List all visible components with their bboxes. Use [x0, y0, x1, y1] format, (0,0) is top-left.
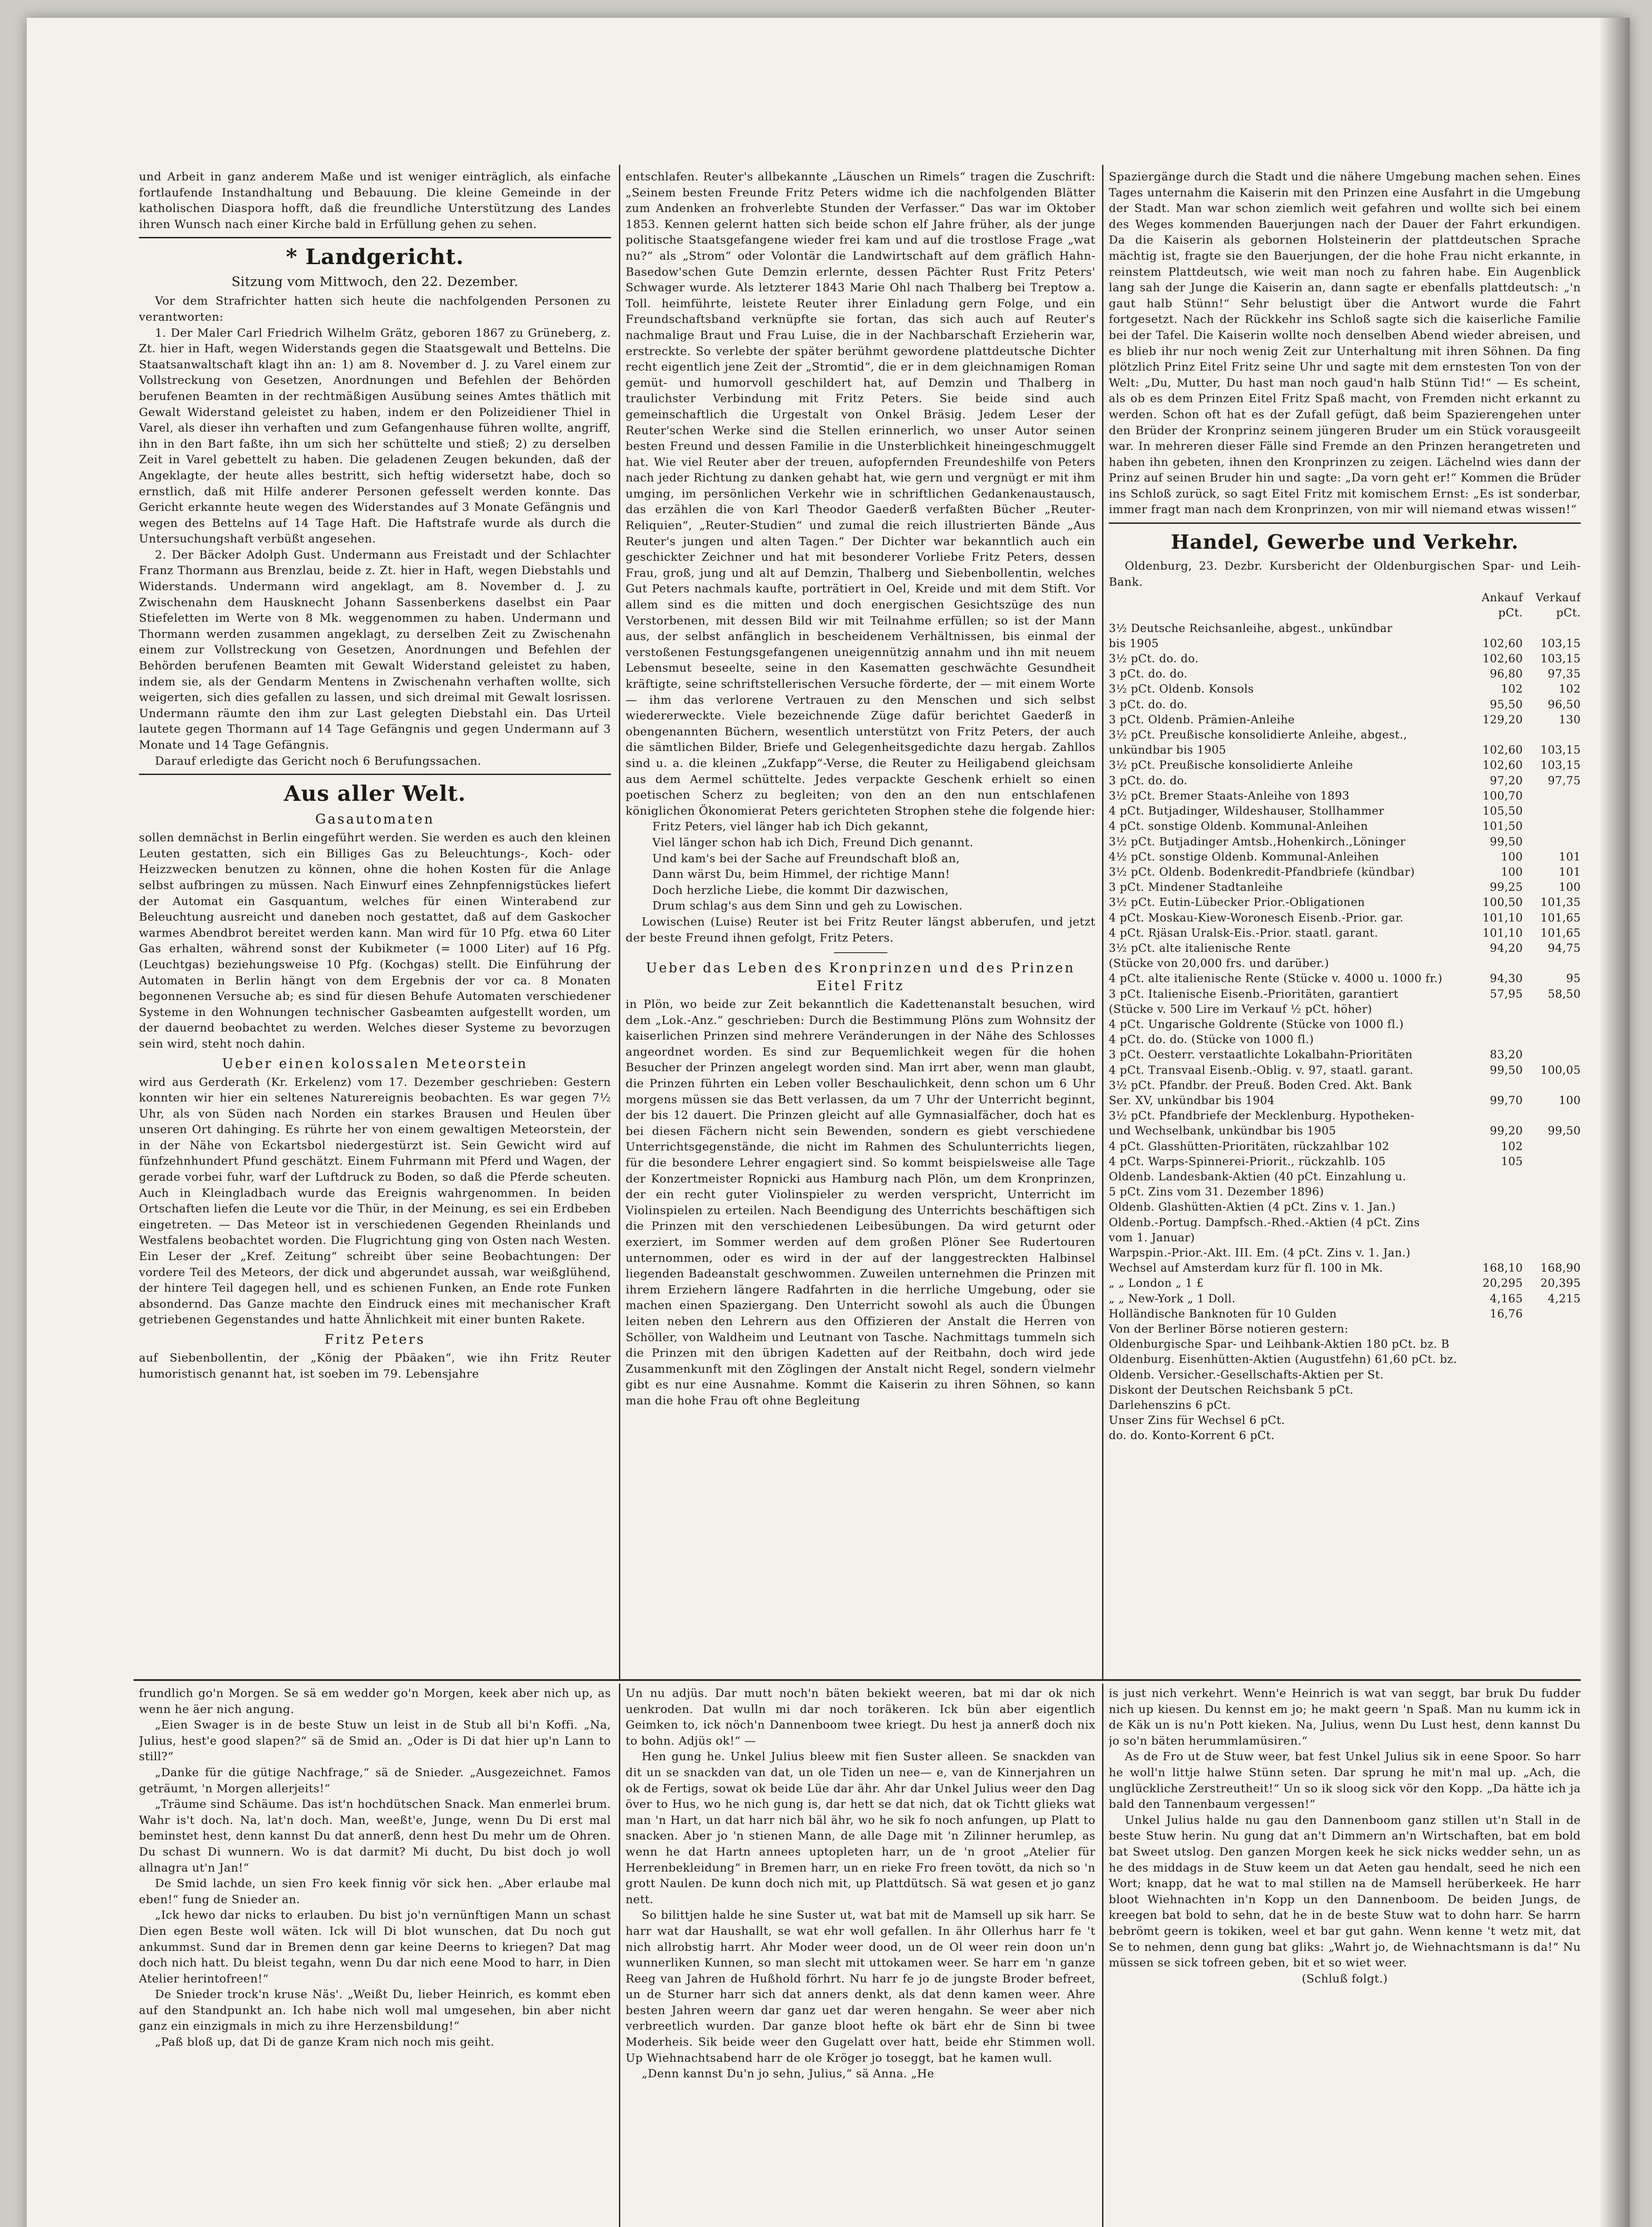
kurs-security-name: unkündbar bis 1905: [1109, 743, 1226, 757]
kurs-ankauf-value: 99,50: [1489, 1063, 1523, 1077]
kurs-ankauf-value: 102,60: [1482, 743, 1523, 757]
kurs-row: [1109, 1047, 1581, 1062]
feuilleton-paragraph: „Träume sind Schäume. Das ist'n hochdütschen Snack. Man enmerlei brum. Wahr is't doch. Na, lat'n doch. Man, weeßt'e, Junge, wenn Du Di erst mal beminstet hest, denn kannst Du dat annerß, denn hest Du mehr um de Ohren. Du schast Di wunnern. Wo is dat darmit? Mi ducht, Du bist doch jo woll allnagra ut'n Jan!“: [139, 1798, 611, 1875]
feuilleton-paragraph: „Ick hewo dar nicks to erlauben. Du bist jo'n vernünftigen Mann un schast Dien egen Beste woll wäten. Ick will Di blot wunschen, dat Du noch gut ankummst. Sund dar in Bremen denn gar keine Deerns to kriegen? Dat mag doch nich hatt. Du bleist tegahn, wenn Du dar nich eene Mood to harr, in Dien Atelier herintofreen!“: [139, 1909, 611, 1986]
section-rule: [1109, 522, 1581, 524]
kurs-ankauf-value: 4,165: [1489, 1292, 1523, 1305]
kurs-ankauf-value: 83,20: [1489, 1048, 1523, 1061]
kurs-verkauf-value: 95: [1566, 972, 1581, 985]
kurs-row: [1109, 636, 1581, 651]
kurs-verkauf-value: [1523, 788, 1581, 804]
kurs-ankauf-value: [1465, 1230, 1523, 1245]
kurs-verkauf-value: [1523, 1169, 1581, 1184]
kurs-ankauf-value: 102: [1501, 682, 1523, 696]
kurs-security-name: 3 pCt. Mindener Stadtanleihe: [1109, 881, 1283, 894]
fritz-peters-heading: Fritz Peters: [324, 1332, 426, 1347]
article-paragraph: 1. Der Maler Carl Friedrich Wilhelm Grätz, geboren 1867 zu Grüneberg, z. Zt. hier in Haft, wegen Widerstands gegen die Staatsgewalt und Bettelns. Die Staatsanwaltschaft klagt ihn an: 1) am 8. November d. J. zu Varel einem zur Vollstreckung von Gesetzen, Anordnungen und Befehlen der Behörden berufenen Beamten in der rechtmäßigen Ausübung seines Amtes thätlich mit Gewalt Widerstand geleistet zu haben, indem er den Polizeidiener Thiel in Varel, als dieser ihn verhaften und zum Gefangenhause führen wollte, angriff, ihn in den Bart faßte, ihn um sich her schüttelte und stieß; 2) zu derselben Zeit in Varel gebettelt zu haben. Die geladenen Zeugen bekunden, daß der Angeklagte, der heute alles bestritt, sich heftig widersetzt habe, doch so ernstlich, daß mit Hilfe anderer Personen gefesselt werden konnte. Das Gericht erkannte heute wegen des Widerstandes auf 3 Monate Gefängnis und wegen des Bettelns auf 14 Tage Haft. Die Haftstrafe wurde als durch die Untersuchungshaft verbüßt angesehen.: [139, 326, 611, 546]
kurs-security-name: 4 pCt. alte italienische Rente (Stücke v. 4000 u. 1000 fr.): [1109, 972, 1443, 985]
column-2: [626, 169, 1095, 1677]
kurs-ankauf-value: [1465, 1215, 1523, 1230]
kurs-security-name: 3½ pCt. Preußische konsolidierte Anleihe: [1109, 759, 1353, 772]
article-paragraph: auf Siebenbollentin, der „König der Pbäaken“, wie ihn Fritz Reuter humoristisch genannt hat, ist soeben im 79. Lebensjahre: [139, 1351, 611, 1381]
kurs-header-ankauf: Ankauf: [1481, 591, 1523, 604]
verse-line: Und kam's bei der Sache auf Freundschaft bloß an,: [652, 852, 960, 865]
feuilleton-paragraph: „Paß bloß up, dat Di de ganze Kram nich noch mis geiht.: [155, 2035, 495, 2049]
feuilleton-paragraph: frundlich go'n Morgen. Se sä em wedder go'n Morgen, keek aber nich up, as wenn he äer nich angung.: [139, 1687, 611, 1716]
kurs-ankauf-value: [1465, 956, 1523, 971]
kurs-row: [1109, 1428, 1581, 1443]
kurs-verkauf-value: [1523, 1047, 1581, 1062]
feuilleton-paragraph: is just nich verkehrt. Wenn'e Heinrich is wat van seggt, bar bruk Du fudder nich up kiesen. Du kennst em jo; he makt geern 'n Spaß. Man nu kumm ick in de Käk un is nu'n Pott kieken. Na, Julius, wenn Du Lust hest, denn kannst Du jo so'n bäten herummlamüsiren.“: [1109, 1687, 1581, 1748]
kurs-table-body: [1109, 621, 1581, 1444]
kurs-ankauf-value: [1465, 1245, 1523, 1260]
kurs-security-name: 3½ pCt. Pfandbr. der Preuß. Boden Cred. Akt. Bank: [1109, 1078, 1412, 1092]
kurs-ankauf-value: 99,50: [1489, 835, 1523, 848]
kurs-security-name: Oldenb. Glashütten-Aktien (4 pCt. Zins v. 1. Jan.): [1109, 1200, 1396, 1214]
kurs-security-name: 3½ pCt. Oldenb. Konsols: [1109, 682, 1254, 696]
kurs-security-name: vom 1. Januar): [1109, 1231, 1195, 1244]
kurs-ankauf-value: 168,10: [1482, 1261, 1523, 1275]
kurs-security-name: 4 pCt. Warps-Spinnerei-Priorit., rückzahlb. 105: [1109, 1154, 1386, 1168]
kurs-verkauf-value: 97,35: [1547, 667, 1581, 681]
kurs-verkauf-value: [1523, 834, 1581, 849]
kurs-row: [1109, 1139, 1581, 1154]
kurs-ankauf-value: 99,70: [1489, 1093, 1523, 1107]
kurs-security-name: 3½ pCt. Bremer Staats-Anleihe von 1893: [1109, 789, 1350, 802]
kurs-security-name: (Stücke v. 500 Lire im Verkauf ½ pCt. höher): [1109, 1002, 1372, 1016]
kurs-verkauf-value: [1523, 1322, 1581, 1337]
kurs-security-name: bis 1905: [1109, 636, 1159, 650]
kurs-row: [1109, 758, 1581, 773]
kurs-row: [1109, 651, 1581, 666]
kurs-verkauf-value: 4,215: [1547, 1292, 1581, 1305]
feuilleton-rule: [134, 1679, 1581, 1681]
kurs-ankauf-value: [1465, 1383, 1523, 1398]
article-paragraph: entschlafen. Reuter's allbekannte „Läuschen un Rimels“ tragen die Zuschrift: „Seinem besten Freunde Fritz Peters widme ich die nachfolgenden Blätter zum Andenken an frohverlebte Stunden der Verfasser.“ Das war im Oktober 1853. Kennen gelernt hatten sich beide schon elf Jahre früher, als der junge politische Staatsgefangene wieder frei kam und auf die trostlose Frage „wat nu?“ als „Strom“ oder Volontär die Landwirtschaft auf dem gräflich Hahn-Basedow'schen Gute Demzin erlernte, dessen Pächter Rust Fritz Peters' Schwager wurde. Als letzterer 1843 Marie Ohl nach Thalberg bei Treptow a. Toll. heimführte, leistete Reuter ihrer Einladung gern Folge, und ein Freundschaftsband verknüpfte sie fortan, das sich auch auf Reuter's nachmalige Braut und Frau Luise, die in der Nachbarschaft Erzieherin war, erstreckte. So verlebte der später berühmt gewordene plattdeutsche Dichter recht eigentlich jene Zeit der „Stromtid“, die er in dem gleichnamigen Roman gemüt- und humorvoll geschildert hat, auf Demzin und Thalberg in traulichster Verbindung mit Fritz Peters. Sie beide sind auch gemeinschaftlich die Urgestalt von Onkel Bräsig. Jedem Leser der Reuter'schen Werke sind die Stellen erinnerlich, wo unser Autor seinen besten Freund und dessen Familie in die Unsterblichkeit hineingeschmuggelt hat. Wie viel Reuter aber der treuen, aufopfernden Freundeshilfe von Peters nach jeder Richtung zu danken gehabt hat, wie gern und vergnügt er mit ihm umging, im persönlichen Verkehr wie in schriftlichen Gedankenaustausch, das erzählen die von Karl Theodor Gaederß verfaßten Bücher „Reuter-Reliquien“, „Reuter-Studien“ und zumal die reich illustrierten Bände „Aus Reuter's jungen und alten Tagen.“ Der Dichter war bekanntlich auch ein geschickter Zeichner und hat mit besonderer Vorliebe Fritz Peters, dessen Frau, groß, jung und alt auf Demzin, Thalberg und Siebenbollentin, welches Gut Peters nachmals kaufte, porträtiert in Oel, Kreide und mit dem Stift. Vor allem sind es die mitten und doch energischen Gesichtszüge des nun Verstorbenen, mit dessen Bild wir mit Teilnahme erfüllen; so ist der Mann aus, der selbst anfänglich in bescheidenem Verhältnissen, bis einmal der verstoßenen Festungsgefangenen uneigennützig annahm und ihn mit neuem Lebensmut beseelte, seine in den Kasematten geschwächte Gesundheit kräftigte, seine schriftstellerischen Versuche förderte, der — mit einem Worte — ihm das verlorene Vertrauen zu den Menschen und sich selbst wiedererweckte. Viele bezeichnende Züge dafür berichtet Gaederß in obengenannten Büchern, wesentlich unterstützt von Fritz Peters, der auch die sämtlichen Bilder, Briefe und Gelegenheitsgedichte dazu hergab. Zahllos sind u. a. die kleinen „Zukfapp“-Verse, die Reuter zu Heiligabend gleichsam aus dem Aermel schüttelte. Jedes verpackte Geschenk erhielt so einen poetischen Scherz zu begleiten; von den an den nun entschlafenen königlichen Ökonomierat Peters gerichteten Strophen stehe die folgende hier:: [626, 170, 1095, 818]
kurs-verkauf-value: [1523, 956, 1581, 971]
kurs-security-name: 4 pCt. Butjadinger, Wildeshauser, Stollhammer: [1109, 804, 1384, 818]
feuilleton-paragraph: As de Fro ut de Stuw weer, bat fest Unkel Julius sik in eene Spoor. So harr he woll'n littje halwe Stünn seten. Dar sprung he mit'n mal up. „Ach, die unglückliche Zerstreutheit!“ Un so ik sloog sick vör den Kopp. „Da hätte ich ja bald den Tannenbaum vergessen!“: [1109, 1750, 1581, 1811]
kurs-ankauf-value: 97,20: [1489, 774, 1523, 787]
verse-line: Drum schlag's aus dem Sinn und geh zu Lowischen.: [652, 899, 963, 913]
kurs-ankauf-value: 99,20: [1489, 1124, 1523, 1138]
feuilleton-column-2: [626, 1686, 1095, 2227]
kurs-ankauf-value: 20,295: [1482, 1277, 1523, 1290]
kurs-row: [1109, 819, 1581, 834]
kurs-row: [1109, 1169, 1581, 1184]
feuilleton-paragraph: „Eien Swager is in de beste Stuw un leist in de Stub all bi'n Koffi. „Na, Julius, hest'e good slapen?“ sä de Smid an. „Oder is Di dat hier up'n Lann to still?“: [139, 1718, 611, 1764]
kurs-verkauf-value: [1523, 621, 1581, 636]
kurs-row: [1109, 910, 1581, 926]
newspaper-page: [27, 18, 1630, 2227]
kurs-security-name: 4 pCt. Rjäsan Uralsk-Eis.-Prior. staatl. garant.: [1109, 926, 1378, 939]
kurs-ankauf-value: 102,60: [1482, 652, 1523, 665]
kurs-security-name: Oldenb. Versicher.-Gesellschafts-Aktien per St.: [1109, 1368, 1384, 1381]
kurs-verkauf-value: 102: [1558, 682, 1581, 696]
kurs-row: [1109, 742, 1581, 758]
gasautomaten-heading: Gasautomaten: [315, 812, 435, 828]
landgericht-subheading: Sitzung vom Mittwoch, den 22. Dezember.: [231, 274, 519, 290]
kurs-verkauf-value: 130: [1558, 713, 1581, 726]
kurs-row: [1109, 1398, 1581, 1413]
kurs-verkauf-value: 168,90: [1540, 1261, 1581, 1275]
kurs-ankauf-value: [1465, 1352, 1523, 1367]
kurs-row: [1109, 621, 1581, 636]
kurs-row: [1109, 1352, 1581, 1367]
handel-heading: Handel, Gewerbe und Verkehr.: [1171, 531, 1519, 554]
kurs-security-name: Ser. XV, unkündbar bis 1904: [1109, 1093, 1275, 1107]
kurs-ankauf-value: [1465, 727, 1523, 742]
kurs-row: [1109, 727, 1581, 742]
kurs-ankauf-value: [1465, 1032, 1523, 1047]
kurs-row: [1109, 1017, 1581, 1032]
verse-line: Doch herzliche Liebe, die kommt Dir dazwischen,: [652, 883, 949, 897]
kurs-security-name: 4 pCt. sonstige Oldenb. Kommunal-Anleihen: [1109, 820, 1368, 833]
kurs-verkauf-value: 103,15: [1540, 652, 1581, 665]
kurs-security-name: 4½ pCt. sonstige Oldenb. Kommunal-Anleihen: [1109, 850, 1379, 863]
kurs-ankauf-value: [1465, 1078, 1523, 1093]
kurs-verkauf-value: 101,35: [1540, 896, 1581, 909]
kurs-verkauf-value: [1523, 1139, 1581, 1154]
column-3: [1109, 169, 1581, 1677]
feuilleton-paragraph: So bilittjen halde he sine Suster ut, wat bat mit de Mamsell up sik harr. Se harr wat dar Haushallt, se wat ehr woll gefallen. In ähr Ollerhus harr fe 't nich allrobstig harrt. Ahr Moder weer dood, un de Ol weer rein doon un'n wunnerliken Kunnen, so man slecht mit uttokamen weer. Se harr em 'n ganze Reeg van Jahren de Hußhold förhrt. Nu harr fe jo de jungste Broder befreet, un de Sturner harr sich dat anners denkt, als dat denn kamen weer. Ahre besten Jahren weern dar ganz uet dar weren hengahn. Se weer aber nich verbreetlich wurden. Dar ganze bloot hefte ok bärt ehr de Sinn bi twee Moderheis. Sik beide weer den Gugelatt over hatt, beide ehr Stimmen woll. Up Wiehnachtsabend harr de ole Kröger jo toseggt, bat he kamen wull.: [626, 1909, 1095, 2065]
kurs-ankauf-value: [1465, 1184, 1523, 1199]
kurs-verkauf-value: [1523, 1215, 1581, 1230]
kurs-security-name: 4 pCt. Moskau-Kiew-Woronesch Eisenb.-Prior. gar.: [1109, 911, 1404, 924]
kurs-security-name: Holländische Banknoten für 10 Gulden: [1109, 1307, 1337, 1320]
kurs-ankauf-value: 99,25: [1489, 881, 1523, 894]
kurs-verkauf-value: [1523, 1337, 1581, 1352]
verse-line: Viel länger schon hab ich Dich, Freund Dich genannt.: [652, 836, 974, 849]
kurs-row: [1109, 1184, 1581, 1199]
kurs-row: [1109, 773, 1581, 788]
kurs-row: [1109, 834, 1581, 849]
kurs-ankauf-value: [1465, 1337, 1523, 1352]
kurs-header-verkauf: Verkauf: [1535, 591, 1581, 604]
kurs-security-name: 3½ pCt. Butjadinger Amtsb.,Hohenkirch.,Löninger: [1109, 835, 1406, 848]
kurs-row: [1109, 1260, 1581, 1276]
kurs-verkauf-value: [1523, 804, 1581, 819]
kurs-row: [1109, 1383, 1581, 1398]
kurs-verkauf-value: [1523, 1108, 1581, 1123]
kurs-row: [1109, 1078, 1581, 1093]
section-rule: [139, 774, 611, 775]
kurs-row: [1109, 1032, 1581, 1047]
kurs-row: [1109, 1199, 1581, 1215]
kurs-row: [1109, 971, 1581, 986]
kurs-security-name: 3½ Deutsche Reichsanleihe, abgest., unkündbar: [1109, 621, 1393, 635]
kurs-verkauf-value: [1523, 1383, 1581, 1398]
kurs-ankauf-value: 95,50: [1489, 697, 1523, 711]
kurs-row: [1109, 1154, 1581, 1169]
kurs-ankauf-value: 100: [1501, 865, 1523, 878]
kurs-ankauf-value: 16,76: [1489, 1307, 1523, 1320]
kurs-verkauf-value: 58,50: [1547, 987, 1581, 1000]
kurs-ankauf-value: 96,80: [1489, 667, 1523, 681]
kurs-security-name: 3 pCt. do. do.: [1109, 667, 1188, 681]
kurs-ankauf-value: [1465, 1322, 1523, 1337]
article-paragraph: sollen demnächst in Berlin eingeführt werden. Sie werden es auch den kleinen Leuten gestatten, sich ein Billiges Gas zu Beleuchtungs-, Koch- oder Heizzwecken benutzen zu können, ohne die hohen Kosten für die Anlage selbst aufbringen zu müssen. Nach Einwurf eines Zehnpfennigstückes liefert der Automat ein Gasquantum, welches für einen Winterabend zur Beleuchtung ausreicht und daneben noch gestattet, daß auf dem Gaskocher warmes Abendbrot bereitet werden kann. Man wird für 10 Pfg. etwa 60 Liter Gas erhalten, während sonst der Kubikmeter (= 1000 Liter) auf 16 Pfg. (Leuchtgas) beziehungsweise 10 Pfg. (Kochgas) stellt. Die Einführung der Automaten in Berlin hängt von dem Ergebnis der vor ca. 8 Monaten begonnenen Versuche ab; es sind für diesen Behufe Automaten verschiedener Systeme in den Wohnungen technischer Gasbeamten aufgestellt worden, um der dauernd beobachtet zu werden. Welches dieser Systeme zu bevorzugen sein wird, steht noch dahin.: [139, 831, 611, 1051]
kurs-verkauf-value: [1523, 1154, 1581, 1169]
kurs-ankauf-value: [1465, 1428, 1523, 1443]
kurs-verkauf-value: [1523, 1245, 1581, 1260]
kurs-security-name: Oldenburg. Eisenhütten-Aktien (Augustfehn) 61,60 pCt. bz.: [1109, 1353, 1457, 1366]
kurs-verkauf-value: 96,50: [1547, 697, 1581, 711]
feuilleton-paragraph: Un nu adjüs. Dar mutt noch'n bäten bekiekt weeren, bat mi dar ok nich uenkroden. Dat wulln mi dar noch toräkeren. Ick bün aber eigentlich Geimken to, ick nöch'n Dannenboom twee kriegt. Du hest ja annerß doch nix to bohn. Adjüs ok!“ —: [626, 1687, 1095, 1748]
feuilleton-text: [626, 1686, 1095, 2082]
feuilleton-paragraph: Unkel Julius halde nu gau den Dannenboom ganz stillen ut'n Stall in de beste Stuw herin. Nu gung dat an't Dimmern an'n Wirtschaften, bat em bold bat Sweet utslog. Den ganzen Morgen keek he sick nicks wedder sehn, un as he des middags in de Stuw keem un dat Aeten gau hendalt, seed he nich een Wort; knapp, dat he wat to mal stillen na de Mamsell herüberkeek. He harr bloot Wiehnachten in'n Kopp un den Dannenboom. De beiden Jungs, de kreegen bat bold to sehn, dat he in de beste Stuw wat to dohn harr. Se harrn bebrömt geern is tokiken, weel et bar gut gahn. Wenn kenne 't wetz mit, dat Se to nehmen, denn gung bat gliks: „Wahrt jo, de Wiehnachtsmann is da!“ Nu müssen se sick tofreen geben, bit et so wiet weer.: [1109, 1813, 1581, 1970]
kurs-row: [1109, 880, 1581, 895]
kurs-ankauf-value: 94,20: [1489, 941, 1523, 954]
kurs-unit-row: [1109, 605, 1581, 620]
column-rule: [619, 165, 620, 1679]
kurs-ankauf-value: [1465, 1398, 1523, 1413]
kurs-verkauf-value: [1523, 1002, 1581, 1017]
kurs-ankauf-value: 101,10: [1482, 926, 1523, 939]
kurs-row: [1109, 956, 1581, 971]
kurs-row: [1109, 804, 1581, 819]
kurs-ankauf-value: 102,60: [1482, 636, 1523, 650]
verse-line: Dann wärst Du, beim Himmel, der richtige Mann!: [652, 868, 950, 881]
feuilleton-paragraph: „Denn kannst Du'n jo sehn, Julius,“ sä Anna. „He: [642, 2067, 934, 2081]
kurs-security-name: 3½ pCt. Oldenb. Bodenkredit-Pfandbriefe (kündbar): [1109, 865, 1415, 878]
kurs-ankauf-value: 129,20: [1482, 713, 1523, 726]
kurs-ankauf-value: 57,95: [1489, 987, 1523, 1000]
kurs-row: [1109, 1413, 1581, 1428]
kurs-verkauf-value: 100: [1558, 1093, 1581, 1107]
kurs-security-name: 3 pCt. do. do.: [1109, 697, 1188, 711]
meteorstein-heading: Ueber einen kolossalen Meteorstein: [222, 1056, 528, 1072]
kurs-security-name: 3 pCt. Italienische Eisenb.-Prioritäten, garantiert: [1109, 987, 1399, 1000]
kurs-row: [1109, 1093, 1581, 1108]
kurs-ankauf-value: [1465, 1169, 1523, 1184]
article-paragraph: Darauf erledigte das Gericht noch 6 Berufungssachen.: [155, 754, 482, 768]
kurs-verkauf-value: [1523, 1413, 1581, 1428]
kurs-ankauf-value: 101,50: [1482, 820, 1523, 833]
kurs-verkauf-value: [1523, 1199, 1581, 1215]
kurs-verkauf-value: 101,65: [1540, 911, 1581, 924]
kurs-security-name: „ „ London „ 1 £: [1109, 1277, 1204, 1290]
feuilleton-paragraph: Hen gung he. Unkel Julius bleew mit fien Suster alleen. Se snackden van dit un se snackden van dat, un ole Tiden un nee— e, van de Kinnerjahren un ok de Fertigs, sowat ok beide Lüe dar ähr. Ahr dar Unkel Julius weer den Dag över to Hus, wo he nich gung is, dar hett se dat nich, dat ok Tichtt glieks wat man 'n Hart, un dat harr nich bäl ähr, wo he sik fo noch anfungen, up Platt to snacken. Aber jo 'n stienen Mann, de alle Dage mit 'n Zilinner herumlep, as wenn he dat Hartn annees uptopleten harr, un de 'n groot „Atelier für Herrenbekleidung“ in Bremen harr, un en rieke Fro freen tovött, da nich so 'n grott Naulen. De kunn doch nich mit, up Plattdütsch. Sä wat gesen et jo ganz nett.: [626, 1750, 1095, 1906]
kurs-security-name: Oldenb. Landesbank-Aktien (40 pCt. Einzahlung u.: [1109, 1170, 1407, 1183]
kurs-security-name: Diskont der Deutschen Reichsbank 5 pCt.: [1109, 1383, 1354, 1396]
separator: [834, 952, 887, 953]
kurs-row: [1109, 788, 1581, 804]
kurs-row: [1109, 1367, 1581, 1383]
kurs-verkauf-value: 101: [1558, 865, 1581, 878]
kurs-verkauf-value: [1523, 1017, 1581, 1032]
kurs-security-name: 3½ pCt. Eutin-Lübecker Prior.-Obligationen: [1109, 896, 1365, 909]
kurs-verkauf-value: [1523, 1367, 1581, 1383]
kurs-ankauf-value: [1465, 1413, 1523, 1428]
kurs-row: [1109, 1306, 1581, 1322]
kurs-ankauf-value: 100,70: [1482, 789, 1523, 802]
kurs-row: [1109, 941, 1581, 956]
article-paragraph: in Plön, wo beide zur Zeit bekanntlich die Kadettenanstalt besuchen, wird dem „Lok.-Anz.“ geschrieben: Durch die Bestimmung Plöns zum Wohnsitz der kaiserlichen Prinzen sind mehrere Veränderungen in der Nähe des Schlosses angeordnet worden. Es sind zur Bequemlichkeit wegen für die hohen Besucher der Prinzen angelegt worden sind. Man irrt aber, wenn man glaubt, die Prinzen führten ein Leben voller Beschaulichkeit, denn schon um 6 Uhr morgens müssen sie das Bett verlassen, da um 7 Uhr der Unterricht beginnt, der bis 12 dauert. Die Prinzen gleicht auf alle Gymnasialfächer, doch hat es bei diesen Fächern nicht sein Bewenden, sondern es giebt verschiedene Unterrichtsgegenstände, die nicht im Rahmen des Schulunterrichts liegen, für die besondere Lehrer engagiert sind. So kommt beispielsweise alle Tage der Konzertmeister Ropnicki aus Hamburg nach Plön, um dem Kronprinzen, der ein recht guter Violinspieler zu werden verspricht, Unterricht im Violinspielen zu erteilen. Nach Beendigung des Unterrichts beschäftigen sich die Prinzen mit den verschiedenen Leibesübungen. Da wird geturnt oder exerziert, im Sommer werden auf dem großen Plöner See Rudertouren unternommen, oder es wird in der auf der langgestreckten Halbinsel liegenden Badeanstalt geschwommen. Zuweilen unternehmen die Prinzen mit ihrem Erziehern längere Radfahrten in die herrliche Umgebung, oder sie machen einen Spaziergang. Den Unterricht sowohl als auch die Übungen leiten neben den Lehrern aus den Offizieren der Anstalt die Herren von Schöller, von Waldheim und Leutnant von Tasche. Nachmittags tummeln sich die Prinzen mit den übrigen Kadetten auf der Reitbahn, doch wird jede Zusammenkunft mit den Zöglingen der Anstalt nicht Regel, sondern vielmehr gibt es nur eine Ausnahme. Kommt die Kaiserin zu ihren Söhnen, so kann man die hohe Frau oft ohne Begleitung: [626, 998, 1095, 1407]
kurs-verkauf-value: [1523, 1398, 1581, 1413]
kurs-ankauf-value: [1465, 1002, 1523, 1017]
kurs-security-name: (Stücke von 20,000 frs. und darüber.): [1109, 957, 1329, 970]
kurs-security-name: Unser Zins für Wechsel 6 pCt.: [1109, 1414, 1285, 1427]
kurs-row: [1109, 1230, 1581, 1245]
kurs-row: [1109, 1002, 1581, 1017]
kurs-row: [1109, 1245, 1581, 1260]
kurs-row: [1109, 1291, 1581, 1306]
kurs-ankauf-value: [1465, 621, 1523, 636]
kurs-verkauf-value: 94,75: [1547, 941, 1581, 954]
kurs-unit: pCt.: [1556, 606, 1581, 620]
column-1: [139, 169, 611, 1677]
kurs-security-name: 3 pCt. Oesterr. verstaatlichte Lokalbahn-Prioritäten: [1109, 1048, 1413, 1061]
kurs-ankauf-value: 102,60: [1482, 759, 1523, 772]
kurs-ankauf-value: [1465, 1367, 1523, 1383]
continuation-note: (Schluß folgt.): [1302, 1972, 1388, 1986]
kurs-row: [1109, 895, 1581, 910]
kurs-verkauf-value: [1523, 727, 1581, 742]
kurs-verkauf-value: 100: [1558, 881, 1581, 894]
kurs-unit: pCt.: [1498, 606, 1523, 620]
kurs-security-name: Darlehenszins 6 pCt.: [1109, 1399, 1231, 1412]
kurs-row: [1109, 1108, 1581, 1123]
kurs-security-name: Oldenb.-Portug. Dampfsch.-Rhed.-Aktien (4 pCt. Zins: [1109, 1215, 1420, 1229]
kurs-row: [1109, 1322, 1581, 1337]
column-rule: [1102, 165, 1103, 1679]
kurs-row: [1109, 865, 1581, 880]
kurs-verkauf-value: 103,15: [1540, 743, 1581, 757]
article-paragraph: wird aus Gerderath (Kr. Erkelenz) vom 17. Dezember geschrieben: Gestern konnten wir hier ein seltenes Naturereignis beobachten. Es war gegen 7½ Uhr, als von Süden nach Norden ein starkes Brausen und Heulen über unseren Ort dahinging. Es rührte her von einem gewaltigen Meteorstein, der in der Nähe von Eckartsbol niedergestürzt ist. Sein Gewicht wird auf fünfzehnhundert Pfund geschätzt. Einem Fuhrmann mit Pferd und Wagen, der gerade vorbei fuhr, warf der Luftdruck zu Boden, so daß die Pferde scheuten. Auch in Kleingladbach wurde das Ereignis wahrgenommen. In beiden Ortschaften liefen die Leute vor die Thür, in der Meinung, es sei ein Erdbeben eingetreten. — Das Meteor ist in verschiedenen Gegenden Rheinlands und Westfalens beobachtet worden. Die Flugrichtung ging von Osten nach Westen. Ein Leser der „Kref. Zeitung“ schreibt über seine Beobachtungen: Der vordere Teil des Meteors, der dick und abgerundet aussah, war weißglühend, der hintere Teil dagegen hell, und es schienen Funken, an Ende rote Funken absondernd. Das Ganze machte den Eindruck eines mit mechanischer Kraft getriebenen Gegenstandes und hatte Ähnlichkeit mit einer bunten Rakete.: [139, 1075, 611, 1327]
kurs-security-name: 3½ pCt. Pfandbriefe der Mecklenburg. Hypotheken-: [1109, 1109, 1415, 1122]
kurs-row: [1109, 987, 1581, 1002]
kurs-verkauf-value: [1523, 1352, 1581, 1367]
kurs-security-name: do. do. Konto-Korrent 6 pCt.: [1109, 1429, 1275, 1442]
kurs-security-name: Von der Berliner Börse notieren gestern:: [1109, 1322, 1349, 1335]
kurs-security-name: Wechsel auf Amsterdam kurz für fl. 100 in Mk.: [1109, 1261, 1383, 1275]
kurs-ankauf-value: 101,10: [1482, 911, 1523, 924]
kurs-security-name: 3½ pCt. do. do.: [1109, 652, 1199, 665]
feuilleton-text: [1109, 1686, 1581, 1971]
kurs-verkauf-value: 20,395: [1540, 1277, 1581, 1290]
kurs-security-name: 3 pCt. Oldenb. Prämien-Anleihe: [1109, 713, 1295, 726]
kurs-ankauf-value: 105: [1501, 1154, 1523, 1168]
kurs-security-name: 4 pCt. do. do. (Stücke von 1000 fl.): [1109, 1033, 1314, 1046]
intro-paragraph: und Arbeit in ganz anderem Maße und ist weniger einträglich, als einfache fortlaufende Instandhaltung und Bebauung. Die kleine Gemeinde in der katholischen Diaspora hofft, daß die freundliche Unterstützung des Landes ihren Wunsch nach einer Kirche bald in Erfüllung gehen zu sehen.: [139, 170, 611, 231]
aus-aller-welt-heading: Aus aller Welt.: [284, 781, 466, 807]
kurs-ankauf-value: [1465, 1108, 1523, 1123]
article-paragraph: 2. Der Bäcker Adolph Gust. Undermann aus Freistadt und der Schlachter Franz Thormann aus Brenzlau, beide z. Zt. hier in Haft, wegen Diebstahls und Widerstands. Undermann wird angeklagt, am 8. November d. J. zu Zwischenahn dem Hausknecht Johann Sassenberkens daselbst ein Paar Stiefeletten im Werte von 8 Mk. weggenommen zu haben. Undermann und Thormann werden zusammen angeklagt, zu derselben Zeit zu Zwischenahn einem zur Vollstreckung von Gesetzen, Anordnungen und Befehlen der Behörden berufenen Beamten mit Gewalt Widerstand geleistet zu haben, indem sie, als der Gendarm Mentens in Zwischenahn verhaften wollte, sich weigerten, sich dies gefallen zu lassen, und sich dreimal mit Gewalt losrissen. Undermann räumte den ihm zur Last gelegten Diebstahl ein. Das Urteil lautete gegen Thormann auf 14 Tage Gefängnis und gegen Undermann auf 3 Monate und 14 Tage Gefängnis.: [139, 548, 611, 752]
kurs-security-name: Warpspin.-Prior.-Akt. III. Em. (4 pCt. Zins v. 1. Jan.): [1109, 1246, 1411, 1259]
kurs-verkauf-value: [1523, 1428, 1581, 1443]
kurs-ankauf-value: 102: [1501, 1139, 1523, 1153]
kurs-verkauf-value: 100,05: [1540, 1063, 1581, 1077]
kurs-security-name: und Wechselbank, unkündbar bis 1905: [1109, 1124, 1336, 1138]
kurs-security-name: 3 pCt. do. do.: [1109, 774, 1188, 787]
kurs-row: [1109, 849, 1581, 865]
kurs-security-name: 4 pCt. Ungarische Goldrente (Stücke von 1000 fl.): [1109, 1017, 1404, 1031]
kronprinz-heading: Ueber das Leben des Kronprinzen und des Prinzen Eitel Fritz: [646, 960, 1075, 994]
kurs-verkauf-value: [1523, 1306, 1581, 1322]
kurs-verkauf-value: 103,15: [1540, 636, 1581, 650]
kurs-table: [1109, 590, 1581, 1443]
kurs-verkauf-value: [1523, 1230, 1581, 1245]
kurs-ankauf-value: 100: [1501, 850, 1523, 863]
kurs-verkauf-value: [1523, 819, 1581, 834]
kurs-row: [1109, 1063, 1581, 1078]
kurs-verkauf-value: 101: [1558, 850, 1581, 863]
feuilleton-paragraph: De Snieder trock'n kruse Näs'. „Weißt Du, lieber Heinrich, es kommt eben auf den Standpunkt an. Ich habe nich woll mal umgesehen, bin aber nicht ganz ein einzigmals in mich zu ihre Herzensbildung!“: [139, 1988, 611, 2033]
kurs-verkauf-value: 103,15: [1540, 759, 1581, 772]
section-rule: [139, 237, 611, 238]
kurs-row: [1109, 712, 1581, 727]
article-paragraph: Vor dem Strafrichter hatten sich heute die nachfolgenden Personen zu verantworten:: [139, 294, 611, 324]
column-rule: [1102, 1684, 1103, 2227]
kurs-ankauf-value: 100,50: [1482, 896, 1523, 909]
verse-line: Fritz Peters, viel länger hab ich Dich gekannt,: [652, 820, 929, 834]
kurs-row: [1109, 1123, 1581, 1138]
kurs-security-name: 5 pCt. Zins vom 31. Dezember 1896): [1109, 1185, 1324, 1199]
kurs-ankauf-value: 105,50: [1482, 804, 1523, 818]
kurs-row: [1109, 1276, 1581, 1291]
kurs-security-name: Oldenburgische Spar- und Leihbank-Aktien 180 pCt. bz. B: [1109, 1338, 1450, 1351]
kurs-security-name: 3½ pCt. Preußische konsolidierte Anleihe, abgest.,: [1109, 728, 1408, 742]
kurs-header-row: [1109, 590, 1581, 605]
column-rule: [619, 1684, 620, 2227]
feuilleton-text: [139, 1686, 611, 2051]
kurs-row: [1109, 697, 1581, 712]
kurs-row: [1109, 681, 1581, 697]
kurs-verkauf-value: 101,65: [1540, 926, 1581, 939]
kurs-row: [1109, 926, 1581, 941]
kurs-verkauf-value: 99,50: [1547, 1124, 1581, 1138]
kurs-ankauf-value: 94,30: [1489, 972, 1523, 985]
page-edge-shadow: [1599, 18, 1630, 2227]
landgericht-heading: * Landgericht.: [286, 245, 464, 270]
feuilleton-paragraph: De Smid lachde, un sien Fro keek finnig vör sick hen. „Aber erlaube mal eben!“ fung de Snieder an.: [139, 1877, 611, 1906]
kurs-verkauf-value: [1523, 1032, 1581, 1047]
kurs-verkauf-value: [1523, 1078, 1581, 1093]
feuilleton-column-3: [1109, 1686, 1581, 2227]
kurs-ankauf-value: [1465, 1199, 1523, 1215]
kurs-verkauf-value: [1523, 1184, 1581, 1199]
kurs-verkauf-value: 97,75: [1547, 774, 1581, 787]
kurs-row: [1109, 1337, 1581, 1352]
article-paragraph: Spaziergänge durch die Stadt und die nähere Umgebung machen sehen. Eines Tages unternahm die Kaiserin mit den Prinzen eine Ausfahrt in die Umgebung der Stadt. Man war schon ziemlich weit gefahren und wollte sich bei einem des Weges kommenden Bauerjungen nach der Dauer der Fahrt erkundigen. Da die Kaiserin als gebornen Holsteinerin der plattdeutschen Sprache mächtig ist, fragte sie den Bauerjungen, der die hohe Frau nicht erkannte, in reinstem Plattdeutsch, wie weit man noch zu fahren habe. Ein Augenblick lang sah der Junge die Kaiserin an, dann sagte er ebenfalls plattdeutsch: „'n gaut halb Stünn!“ Sehr belustigt über die Antwort wurde die Fahrt fortgesetzt. Nach der Rückkehr ins Schloß sagte sich die kaiserliche Familie bei der Tafel. Die Kaiserin wollte noch denselben Abend wieder abreisen, und es blieb ihr nur noch wenig Zeit zur Unterhaltung mit ihren Söhnen. Da fing plötzlich Prinz Eitel Fritz seine Uhr und sagte mit dem ernstesten Ton von der Welt: „Du, Mutter, Du hast man noch gaud'n halb Stünn Tid!“ — Es scheint, als ob es dem Prinzen Eitel Fritz Spaß macht, von Fremden nicht erkannt zu werden. Schon oft hat es der Zufall gefügt, daß beim Spazierengehen unter den Brüder der Kronprinz seinem jüngeren Bruder um ein Stück vorausgeeilt war. In mehreren dieser Fälle sind Fremde an den Prinzen herangetreten und haben ihn gebeten, ihnen den Kronprinzen zu zeigen. Lächelnd wies dann der Prinz auf seinen Bruder hin und sagte: „Da vorn geht er!“ Kommen die Brüder ins Schloß zurück, so sagt Eitel Fritz mit komischem Ernst: „Es ist sonderbar, immer fragt man nach dem Kronprinzen, von mir will niemand etwas wissen!“: [1109, 170, 1581, 517]
kurs-row: [1109, 666, 1581, 681]
kursbericht-intro: Oldenburg, 23. Dezbr. Kursbericht der Oldenburgischen Spar- und Leih-Bank.: [1109, 559, 1581, 589]
kurs-row: [1109, 1215, 1581, 1230]
feuilleton-column-1: [139, 1686, 611, 2227]
kurs-ankauf-value: [1465, 1017, 1523, 1032]
kurs-security-name: „ „ New-York „ 1 Doll.: [1109, 1292, 1236, 1305]
kurs-security-name: 3½ pCt. alte italienische Rente: [1109, 941, 1291, 954]
kurs-security-name: 4 pCt. Transvaal Eisenb.-Oblig. v. 97, staatl. garant.: [1109, 1063, 1414, 1077]
feuilleton-paragraph: „Danke für die gütige Nachfrage,“ sä de Snieder. „Ausgezeichnet. Famos geträumt, 'n Morgen allerjeits!“: [139, 1766, 611, 1795]
kurs-security-name: 4 pCt. Glasshütten-Prioritäten, rückzahlbar 102: [1109, 1139, 1390, 1153]
article-paragraph: Lowischen (Luise) Reuter ist bei Fritz Reuter längst abberufen, und jetzt der beste Freund ihnen gefolgt, Fritz Peters.: [626, 915, 1095, 945]
